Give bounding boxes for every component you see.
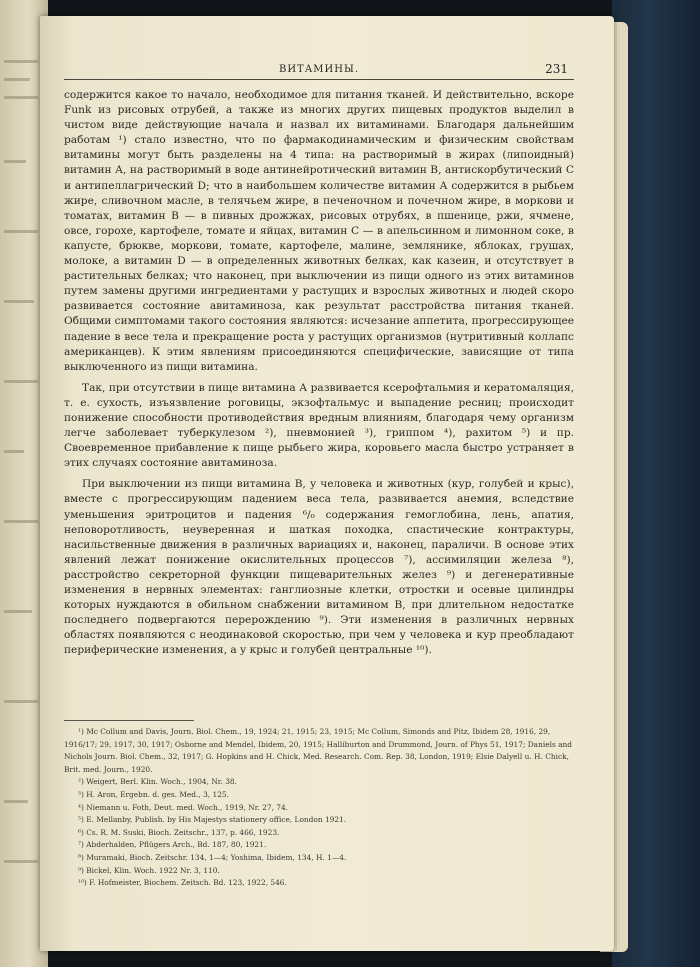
paragraph: содержится какое то начало, необходимое для питания тканей. И действительно, вскоре Funk из рисовых отрубей, а также из многих других пищевых продуктов выделил в чистом виде действующие начала и назвал их витаминами. Благодаря дальнейшим работам ¹) стало известно, что по фармакодинамическим и физическим свойствам витамины могут быть разделены на 4 типа: на растворимый в жирах (липоидный) витамин А, на растворимый в воде антинейротический витамин В, антискорбутический С и антипеллагрический D; что в наибольшем количестве витамин А содержится в рыбьем жире, сливочном масле, в телячьем жире, в печеночном и почечном жире, в моркови и томатах, витамин В — в пивных дрожжах, рисовых отрубях, в пшенице, ржи, ячмене, овсе, горохе, картофеле, томате и яйцах, витамин С — в апельсинном и лимонном соке, в капусте, брюкве, моркови, томате, картофеле, малине, землянике, яблоках, грушах, молоке, а витамин D — в определенных животных белках, как казеин, и отсутствует в растительных белках; что наконец, при выключении из пищи одного из этих витаминов путем замены другими ингредиентами у растущих и взрослых животных и людей скоро развивается состояние авитаминоза, как результат расстройства питания тканей. Общими симптомами такого состояния являются: исчезание аппетита, прогрессирующее падение в весе тела и прекращение роста у растущих организмов (нутритивный коллапс американцев). К этим явлениям присоединяются специфические, зависящие от типа выключенного из пищи витамина. [64,89,574,373]
footnote: ²) Weigert, Berl. Klin. Woch., 1904, Nr. 38. [78,777,237,787]
footnote: ⁴) Niemann u. Foth, Deut. med. Woch., 1919, Nr. 27, 74. [78,802,289,812]
footnote: ⁶) Cs. R. M. Suski, Bioch. Zeitschr., 137, p. 466, 1923. [78,827,280,837]
footnote: ⁷) Abderhalden, Pflügers Arch., Bd. 187, 80, 1921. [78,840,267,850]
book-page [40,16,614,951]
running-head [64,62,574,80]
paragraph: При выключении из пищи витамина В, у человека и животных (кур, голубей и крыс), вместе с прогрессирующим падением веса тела, развивается анемия, вследствие уменьшения эритроцитов и падения ⁶/₀ содержания гемоглобина, лень, апатия, неповоротливость, неуверенная и шаткая походка, спастические контрактуры, насильственные движения в различных вариациях и, наконец, параличи. В основе этих явлений лежат понижение окислительных процессов ⁷), ассимиляции железа ⁸), расстройство секреторной функции пищеварительных желез ⁹) и дегенеративные изменения в нервных элементах: ганглиозные клетки, отростки и осевые цилиндры которых нуждаются в обильном снабжении витамином В, при длительном недостатке последнего подвергаются перерождению ⁹). Эти изменения в различных нервных областях появляются с неодинаковой скоростью, при чем у человека и кур преобладают периферические изменения, а у крыс и голубей центральные ¹⁰). [64,478,574,657]
footnote: ⁹) Bickel, Klin. Woch. 1922 Nr. 3, 110. [78,865,220,875]
running-title: ВИТАМИНЫ. [278,64,359,75]
footnotes [64,726,574,890]
paragraph: Так, при отсутствии в пище витамина А развивается ксерофтальмия и кератомаляция, т. е. сухость, изъязвление роговицы, экзофтальмус и выпадение ресниц; происходит понижение способности противодействия вредным влияниям, благодаря чему организм легче заболевает туберкулезом ²), пневмонией ³), гриппом ⁴), рахитом ⁵) и пр. Своевременное прибавление к пище рыбьего жира, коровьего масла быстро устраняет в этих случаях состояние авитаминоза. [64,381,574,470]
footnote: ¹⁰) F. Hofmeister, Biochem. Zeitsch. Bd. 123, 1922, 546. [78,878,287,888]
page-body [64,88,574,664]
page-number: 231 [545,62,568,76]
footnote: ¹) Mc Collum and Davis, Journ. Biol. Chem., 19, 1924; 21, 1915; 23, 1915; Mc Collum, Simonds and Pitz, Ibidem 28, 1916, 29, 1916/17; 29, 1917, 30, 1917; Osborne and Mendel, Ibidem, 20, 1915; Halliburton and Drummond, Journ. of Phys 51, 1917; Daniels and Nichols Journ. Biol. Chem., 32, 1917; G. Hopkins and H. Chick, Med. Research. Com. Rep. 38, London, 1919; Elsie Dalyell u. H. Chick, Brit. med. Journ., 1920. [64,727,572,774]
footnotes-rule [64,720,194,721]
footnote: ⁵) E. Mellanby, Publish. by His Majestys stationery office, London 1921. [78,815,347,825]
footnote: ⁸) Muramaki, Bioch. Zeitschr. 134, 1—4; Yoshima, Ibidem, 134, H. 1—4. [78,852,347,862]
footnote: ³) H. Aron, Ergebn. d. ges. Med., 3, 125. [78,789,229,799]
